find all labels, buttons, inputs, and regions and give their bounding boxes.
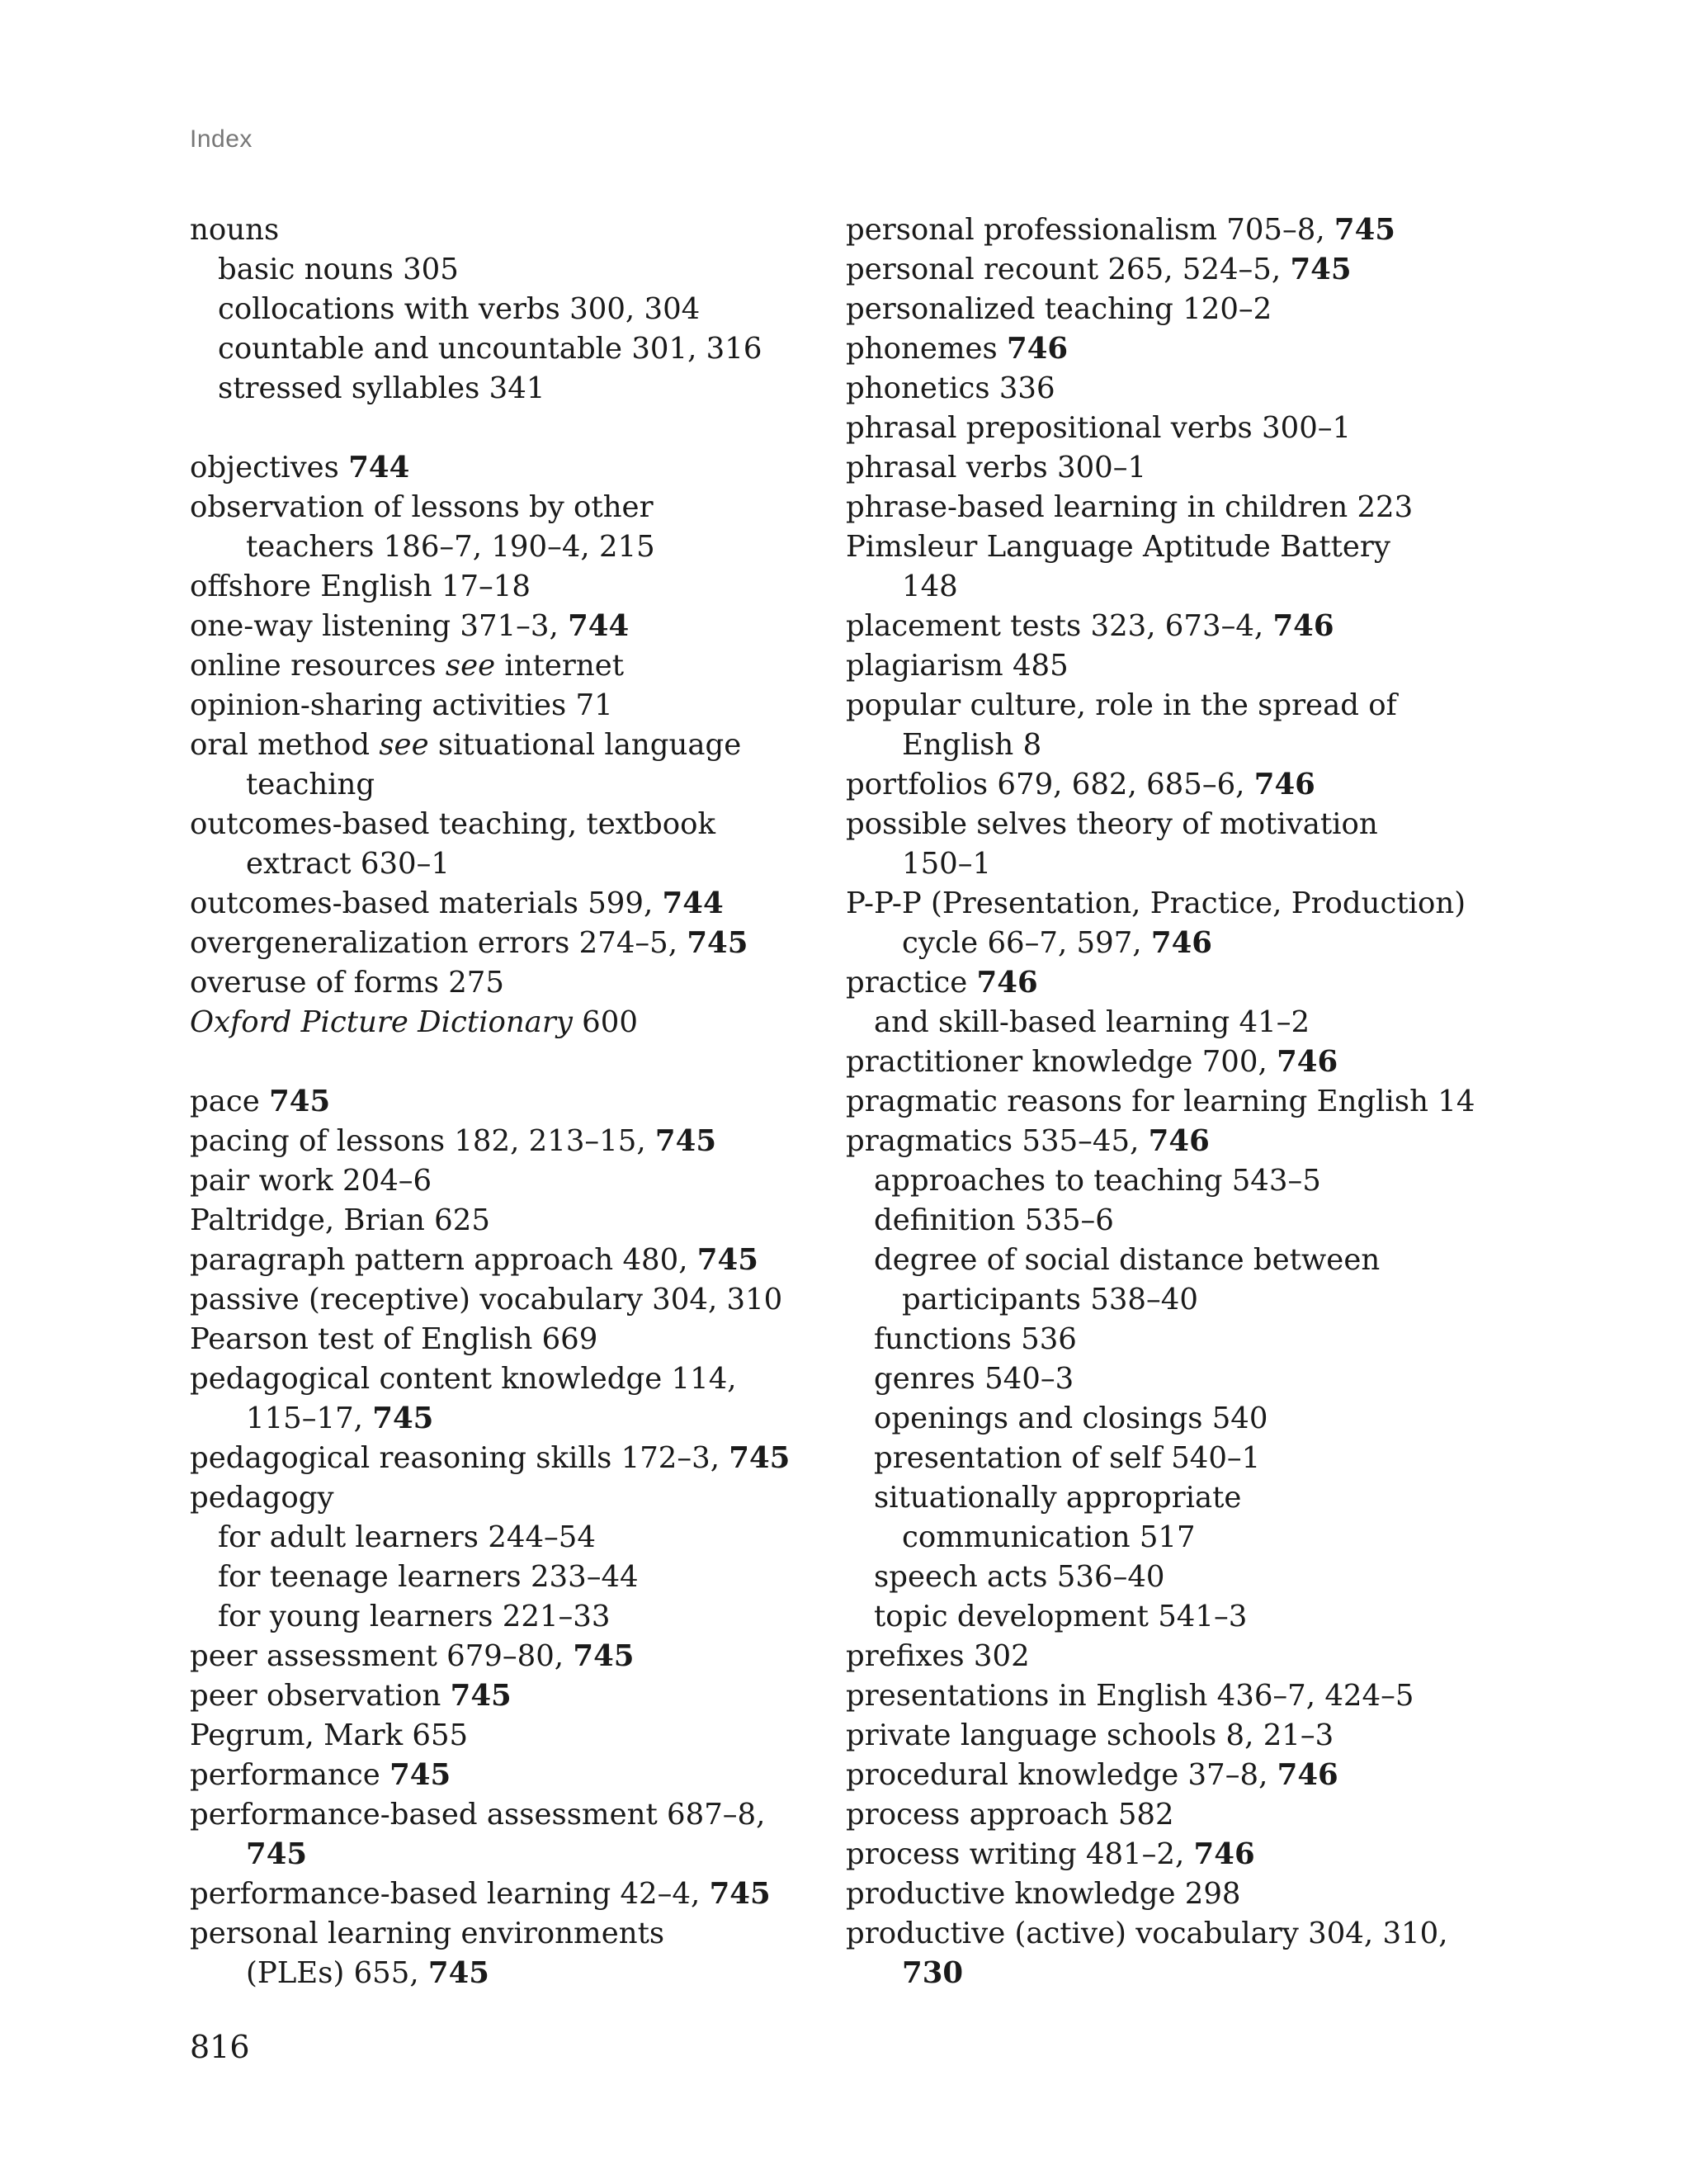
index-entry xyxy=(190,963,833,1003)
entry-text: peer observation xyxy=(190,1679,451,1713)
entry-text: pair work 204–6 xyxy=(190,1164,432,1198)
locator-bold: 745 xyxy=(573,1639,635,1673)
entry-text: phrase-based learning in children 223 xyxy=(846,490,1414,524)
index-entry xyxy=(190,1280,833,1320)
entry-text: pedagogical reasoning skills 172–3, xyxy=(190,1441,729,1475)
index-subentry xyxy=(190,250,833,290)
index-subentry xyxy=(846,1359,1489,1399)
index-entry xyxy=(190,686,833,726)
entry-text: presentation of self 540–1 xyxy=(874,1441,1261,1475)
locator-bold: 745 xyxy=(729,1441,791,1475)
index-entry xyxy=(190,726,833,765)
entry-text: Pimsleur Language Aptitude Battery xyxy=(846,530,1390,564)
index-subentry xyxy=(846,1201,1489,1241)
index-entry xyxy=(190,1914,833,1954)
locator-bold: 746 xyxy=(1277,1758,1338,1792)
entry-text: countable and uncountable 301, 316 xyxy=(218,332,762,366)
locator-bold: 745 xyxy=(450,1679,512,1713)
locator-bold: 746 xyxy=(1277,1045,1338,1079)
index-entry-continuation xyxy=(190,1399,833,1439)
index-entry xyxy=(190,1756,833,1795)
locator-bold: 745 xyxy=(246,1837,308,1871)
entry-text: paragraph pattern approach 480, xyxy=(190,1243,697,1277)
index-entry xyxy=(846,290,1489,329)
entry-text: Paltridge, Brian 625 xyxy=(190,1203,490,1237)
index-entry-continuation xyxy=(846,924,1489,963)
index-entry xyxy=(846,646,1489,686)
entry-text: pacing of lessons 182, 213–15, xyxy=(190,1124,655,1158)
index-entry xyxy=(846,1874,1489,1914)
index-entry xyxy=(846,765,1489,805)
index-subentry xyxy=(190,1558,833,1597)
entry-text: phonetics 336 xyxy=(846,371,1055,405)
locator-bold: 745 xyxy=(654,1124,717,1158)
italic-text: see xyxy=(445,649,496,683)
entry-text: practice xyxy=(846,966,977,1000)
entry-text: possible selves theory of motivation xyxy=(846,807,1378,841)
index-entry-continuation xyxy=(846,1280,1489,1320)
index-entry xyxy=(190,1320,833,1359)
entry-text: basic nouns 305 xyxy=(218,253,459,286)
index-column-right xyxy=(846,210,1489,1993)
entry-text: speech acts 536–40 xyxy=(874,1560,1165,1594)
index-entry xyxy=(846,210,1489,250)
entry-text: peer assessment 679–80, xyxy=(190,1639,574,1673)
entry-text: overgeneralization errors 274–5, xyxy=(190,926,687,960)
locator-bold: 745 xyxy=(269,1085,331,1118)
index-entry-continuation xyxy=(846,1954,1489,1993)
italic-text: Oxford Picture Dictionary xyxy=(190,1005,573,1039)
entry-text: opinion-sharing activities 71 xyxy=(190,688,613,722)
locator-bold: 730 xyxy=(902,1956,964,1990)
entry-text: passive (receptive) vocabulary 304, 310 xyxy=(190,1283,783,1317)
italic-text: see xyxy=(379,728,429,762)
entry-text: approaches to teaching 543–5 xyxy=(874,1164,1321,1198)
entry-text: (PLEs) 655, xyxy=(246,1956,428,1990)
index-entry xyxy=(190,1439,833,1478)
index-entry-continuation xyxy=(846,844,1489,884)
index-entry xyxy=(846,963,1489,1003)
entry-text: 148 xyxy=(902,570,958,603)
locator-bold: 745 xyxy=(1290,253,1352,286)
locator-bold: 746 xyxy=(1253,768,1315,801)
entry-text: teachers 186–7, 190–4, 215 xyxy=(246,530,655,564)
index-entry xyxy=(190,1637,833,1676)
index-entry xyxy=(846,1716,1489,1756)
entry-text: extract 630–1 xyxy=(246,847,450,881)
entry-text: participants 538–40 xyxy=(902,1283,1198,1317)
index-subentry xyxy=(846,1597,1489,1637)
entry-text: and skill-based learning 41–2 xyxy=(874,1005,1310,1039)
section-gap xyxy=(190,409,833,448)
entry-text: English 8 xyxy=(902,728,1042,762)
entry-text: collocations with verbs 300, 304 xyxy=(218,292,701,326)
index-subentry xyxy=(846,1320,1489,1359)
entry-text: situationally appropriate xyxy=(874,1481,1242,1515)
entry-text: definition 535–6 xyxy=(874,1203,1114,1237)
entry-text: pace xyxy=(190,1085,270,1118)
index-entry xyxy=(846,1756,1489,1795)
entry-text: popular culture, role in the spread of xyxy=(846,688,1397,722)
index-entry xyxy=(190,1161,833,1201)
index-entry-continuation xyxy=(190,844,833,884)
entry-text: offshore English 17–18 xyxy=(190,570,531,603)
entry-text: topic development 541–3 xyxy=(874,1600,1248,1633)
entry-text: for adult learners 244–54 xyxy=(218,1520,596,1554)
index-entry xyxy=(190,488,833,527)
entry-text: pragmatic reasons for learning English 14 xyxy=(846,1085,1475,1118)
index-entry xyxy=(190,1003,833,1042)
index-entry xyxy=(846,448,1489,488)
entry-text: presentations in English 436–7, 424–5 xyxy=(846,1679,1414,1713)
index-entry xyxy=(190,1478,833,1518)
index-entry xyxy=(190,1201,833,1241)
index-entry xyxy=(846,1676,1489,1716)
index-entry xyxy=(846,250,1489,290)
entry-text: process writing 481–2, xyxy=(846,1837,1194,1871)
index-entry-continuation xyxy=(846,726,1489,765)
entry-text: performance-based learning 42–4, xyxy=(190,1877,710,1911)
entry-text: observation of lessons by other xyxy=(190,490,654,524)
entry-text: communication 517 xyxy=(902,1520,1196,1554)
locator-bold: 746 xyxy=(1007,332,1069,366)
index-subentry xyxy=(846,1399,1489,1439)
entry-text: portfolios 679, 682, 685–6, xyxy=(846,768,1254,801)
entry-text: productive knowledge 298 xyxy=(846,1877,1241,1911)
index-subentry xyxy=(846,1003,1489,1042)
index-entry xyxy=(846,1082,1489,1122)
index-subentry xyxy=(190,1518,833,1558)
index-subentry xyxy=(846,1241,1489,1280)
index-entry xyxy=(846,1042,1489,1082)
index-entry xyxy=(190,805,833,844)
index-entry-continuation xyxy=(846,567,1489,607)
index-entry xyxy=(846,369,1489,409)
locator-bold: 746 xyxy=(1193,1837,1255,1871)
index-entry-continuation xyxy=(190,1835,833,1874)
locator-bold: 746 xyxy=(976,966,1038,1000)
index-entry xyxy=(190,646,833,686)
section-gap xyxy=(190,1042,833,1082)
entry-text: personal learning environments xyxy=(190,1917,665,1950)
entry-text: teaching xyxy=(246,768,375,801)
entry-text: cycle 66–7, 597, xyxy=(902,926,1151,960)
locator-bold: 746 xyxy=(1272,609,1334,643)
entry-text: openings and closings 540 xyxy=(874,1402,1268,1435)
entry-text: oral method xyxy=(190,728,380,762)
entry-text: outcomes-based materials 599, xyxy=(190,886,663,920)
locator-bold: 745 xyxy=(427,1956,490,1990)
entry-text: pedagogical content knowledge 114, xyxy=(190,1362,737,1396)
index-subentry xyxy=(190,329,833,369)
index-subentry xyxy=(190,369,833,409)
entry-text: placement tests 323, 673–4, xyxy=(846,609,1273,643)
entry-text: performance xyxy=(190,1758,390,1792)
locator-bold: 745 xyxy=(709,1877,771,1911)
index-entry xyxy=(190,1676,833,1716)
entry-text: degree of social distance between xyxy=(874,1243,1381,1277)
index-entry xyxy=(846,488,1489,527)
entry-text: stressed syllables 341 xyxy=(218,371,545,405)
index-subentry xyxy=(846,1161,1489,1201)
index-entry-continuation xyxy=(190,765,833,805)
entry-text: private language schools 8, 21–3 xyxy=(846,1718,1334,1752)
index-entry-continuation xyxy=(846,1518,1489,1558)
locator-bold: 745 xyxy=(389,1758,451,1792)
entry-text: phrasal prepositional verbs 300–1 xyxy=(846,411,1352,445)
index-entry xyxy=(846,1795,1489,1835)
entry-text: for young learners 221–33 xyxy=(218,1600,611,1633)
entry-text: one-way listening 371–3, xyxy=(190,609,569,643)
index-subentry xyxy=(846,1439,1489,1478)
entry-text: P-P-P (Presentation, Practice, Production) xyxy=(846,886,1466,920)
entry-text: phrasal verbs 300–1 xyxy=(846,451,1147,485)
entry-text: objectives xyxy=(190,451,349,485)
locator-bold: 744 xyxy=(662,886,724,920)
entry-text: pedagogy xyxy=(190,1481,334,1515)
index-entry xyxy=(190,1241,833,1280)
index-entry xyxy=(190,924,833,963)
entry-text: personalized teaching 120–2 xyxy=(846,292,1272,326)
index-entry xyxy=(846,1122,1489,1161)
index-entry xyxy=(846,686,1489,726)
index-entry xyxy=(190,1874,833,1914)
entry-text: 115–17, xyxy=(246,1402,373,1435)
entry-text: personal recount 265, 524–5, xyxy=(846,253,1291,286)
entry-text: situational language xyxy=(428,728,742,762)
entry-text: genres 540–3 xyxy=(874,1362,1074,1396)
entry-text: overuse of forms 275 xyxy=(190,966,504,1000)
locator-bold: 744 xyxy=(568,609,630,643)
entry-text: nouns xyxy=(190,213,280,247)
index-entry xyxy=(846,884,1489,924)
entry-text: performance-based assessment 687–8, xyxy=(190,1798,766,1832)
index-entry xyxy=(846,1835,1489,1874)
entry-text: prefixes 302 xyxy=(846,1639,1030,1673)
index-entry xyxy=(846,1914,1489,1954)
entry-text: 600 xyxy=(572,1005,638,1039)
entry-text: procedural knowledge 37–8, xyxy=(846,1758,1277,1792)
index-subentry xyxy=(846,1558,1489,1597)
page-number: 816 xyxy=(190,2029,250,2065)
index-entry xyxy=(190,567,833,607)
index-entry xyxy=(190,1359,833,1399)
entry-text: Pearson test of English 669 xyxy=(190,1322,598,1356)
entry-text: phonemes xyxy=(846,332,1008,366)
entry-text: pragmatics 535–45, xyxy=(846,1124,1149,1158)
index-entry xyxy=(190,1122,833,1161)
locator-bold: 746 xyxy=(1150,926,1212,960)
entry-text: outcomes-based teaching, textbook xyxy=(190,807,716,841)
index-entry xyxy=(846,1637,1489,1676)
index-entry xyxy=(190,884,833,924)
index-entry-continuation xyxy=(190,1954,833,1993)
entry-text: practitioner knowledge 700, xyxy=(846,1045,1277,1079)
locator-bold: 745 xyxy=(372,1402,434,1435)
index-subentry xyxy=(190,290,833,329)
index-column-left xyxy=(190,210,833,1993)
entry-text: 150–1 xyxy=(902,847,992,881)
index-entry xyxy=(846,805,1489,844)
index-entry xyxy=(190,210,833,250)
locator-bold: 745 xyxy=(1334,213,1396,247)
index-entry xyxy=(190,448,833,488)
locator-bold: 744 xyxy=(348,451,410,485)
locator-bold: 746 xyxy=(1148,1124,1210,1158)
index-entry xyxy=(190,1082,833,1122)
index-entry xyxy=(190,607,833,646)
locator-bold: 745 xyxy=(696,1243,758,1277)
index-entry xyxy=(846,607,1489,646)
entry-text: online resources xyxy=(190,649,446,683)
index-entry xyxy=(190,1716,833,1756)
index-subentry xyxy=(190,1597,833,1637)
index-entry xyxy=(846,527,1489,567)
entry-text: Pegrum, Mark 655 xyxy=(190,1718,469,1752)
index-entry xyxy=(846,409,1489,448)
index-entry-continuation xyxy=(190,527,833,567)
index-entry xyxy=(190,1795,833,1835)
running-head: Index xyxy=(190,125,253,153)
entry-text: process approach 582 xyxy=(846,1798,1174,1832)
entry-text: productive (active) vocabulary 304, 310, xyxy=(846,1917,1448,1950)
index-subentry xyxy=(846,1478,1489,1518)
entry-text: for teenage learners 233–44 xyxy=(218,1560,639,1594)
entry-text: internet xyxy=(495,649,625,683)
index-entry xyxy=(846,329,1489,369)
entry-text: functions 536 xyxy=(874,1322,1077,1356)
entry-text: personal professionalism 705–8, xyxy=(846,213,1334,247)
entry-text: plagiarism 485 xyxy=(846,649,1069,683)
locator-bold: 745 xyxy=(687,926,748,960)
